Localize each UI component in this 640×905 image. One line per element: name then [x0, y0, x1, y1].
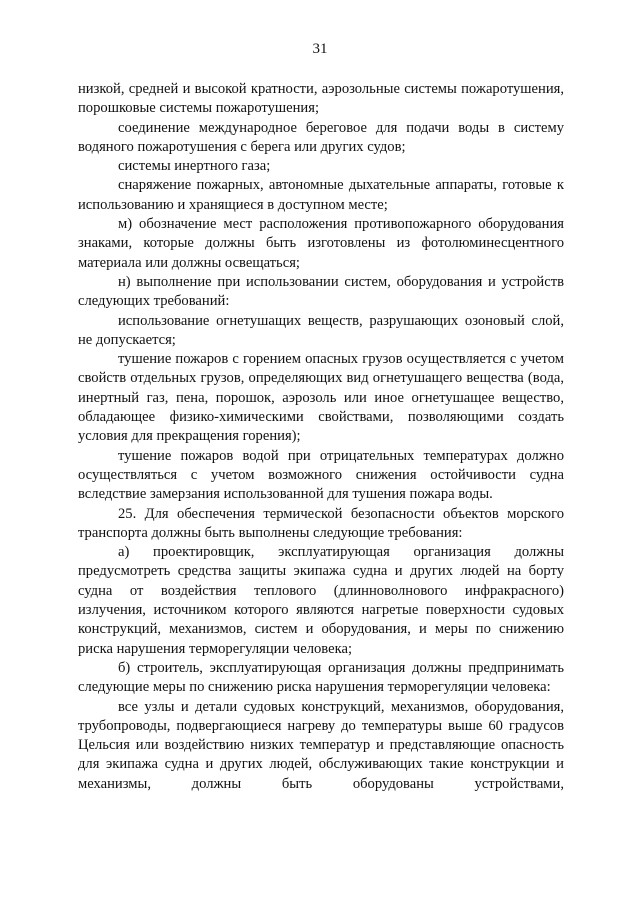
paragraph: низкой, средней и высокой кратности, аэрозольные системы пожаротушения, порошковые системы пожаротушения; — [78, 81, 564, 117]
paragraph: а) проектировщик, эксплуатирующая организация должны предусмотреть средства защиты экипажа судна и других людей на борту судна от воздействия теплового (длинноволнового инфракрасного) излучения, источником которого являются нагретые поверхности судовых конструкций, механизмов, систем и оборудования, и меры по снижению риска нарушения терморегуляции человека; — [78, 544, 564, 657]
paragraph: н) выполнение при использовании систем, оборудования и устройств следующих требований: — [78, 273, 564, 310]
paragraph: м) обозначение мест расположения противопожарного оборудования знаками, которые должны быть изготовлены из фотолюминесцентного материала или должны освещаться; — [78, 216, 564, 271]
paragraph: тушение пожаров с горением опасных грузов осуществляется с учетом свойств отдельных грузов, определяющих вид огнетушащего вещества (вода, инертный газ, пена, порошок, аэрозоль или иное огнетушащее вещество, обладающее физико-химическими свойствами, позволяющими создать условия для прекращения горения); — [78, 351, 564, 445]
paragraph: системы инертного газа; — [118, 158, 271, 175]
paragraph: все узлы и детали судовых конструкций, механизмов, оборудования, трубопроводы, подвергающиеся нагреву до температуры выше 60 градусов Цельсия или воздействию низких температур и представляющие опасность для экипажа судна и других людей, обслуживающих такие конструкции и механизмы, должны быть оборудованы устройствами, — [78, 698, 564, 792]
paragraph: б) строитель, эксплуатирующая организация должны предпринимать следующие меры по снижению риска нарушения терморегуляции человека: — [78, 659, 564, 696]
page-number: 31 — [312, 41, 328, 57]
paragraph: 25. Для обеспечения термической безопасности объектов морского транспорта должны быть выполнены следующие требования: — [78, 505, 564, 541]
paragraph: использование огнетушащих веществ, разрушающих озоновый слой, не допускается; — [78, 312, 564, 348]
paragraph: тушение пожаров водой при отрицательных температурах должно осуществляться с учетом возможного снижения остойчивости судна вследствие замерзания использованной для тушения пожара воды. — [78, 447, 564, 503]
document-body — [78, 80, 564, 794]
paragraph: соединение международное береговое для подачи воды в систему водяного пожаротушения с берега или других судов; — [78, 119, 564, 155]
paragraph: снаряжение пожарных, автономные дыхательные аппараты, готовые к использованию и хранящиеся в доступном месте; — [78, 177, 564, 213]
